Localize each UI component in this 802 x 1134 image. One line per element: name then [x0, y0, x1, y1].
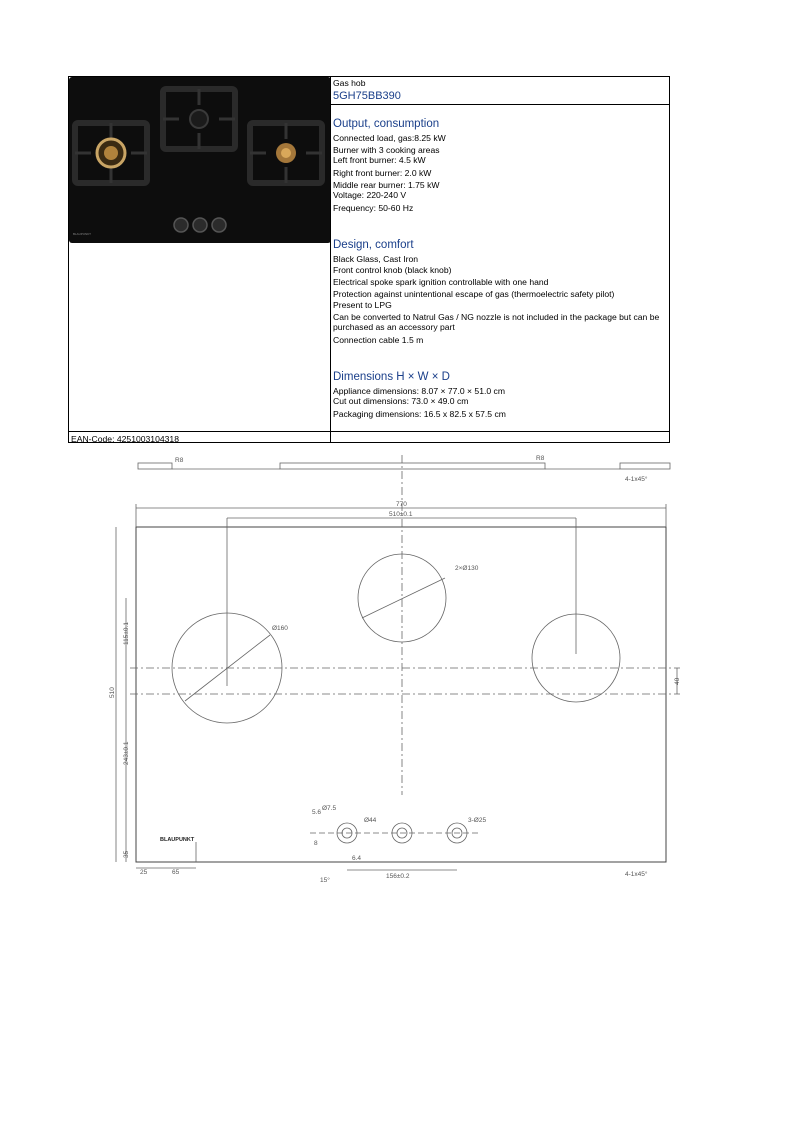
profile-right — [620, 463, 670, 469]
footer-divider — [69, 431, 670, 432]
dimensions-line: Packaging dimensions: 16.5 x 82.5 x 57.5 cm — [333, 409, 506, 419]
design-line: Can be converted to Natrul Gas / NG nozzle is not included in the package but can be purchased as an accessory part — [333, 312, 660, 332]
dim-knob-a: 5.6 — [312, 809, 322, 816]
dim-depth-lower: 243±0.1 — [123, 741, 130, 765]
design-line: Present to LPG — [333, 300, 392, 310]
design-heading: Design, comfort — [333, 239, 414, 251]
dim-depth-top: 115±0.1 — [123, 622, 130, 645]
dim-total-width: 770 — [396, 501, 407, 508]
dim-knob-hole-small: Ø7.5 — [322, 805, 337, 812]
dim-knob-angle: 15° — [320, 877, 330, 884]
output-line: Connected load, gas:8.25 kW — [333, 133, 446, 143]
profile-middle — [280, 463, 545, 469]
dim-chamfer-bottom: 4-1x45° — [625, 871, 648, 878]
output-heading: Output, consumption — [333, 118, 440, 130]
header-divider — [330, 104, 670, 105]
dim-knob-holes: 3-Ø25 — [468, 817, 487, 824]
dim-total-depth: 510 — [109, 687, 116, 698]
dim-r8-left: R8 — [175, 457, 184, 464]
output-line: Voltage: 220-240 V — [333, 190, 407, 200]
design-line: Black Glass, Cast Iron — [333, 254, 419, 264]
dim-r8-right: R8 — [536, 455, 545, 462]
dim-knob-spacing: 156±0.2 — [386, 873, 410, 880]
dim-burner-spacing: 510±0.1 — [389, 511, 413, 518]
dim-middle-cutout: 2×Ø130 — [455, 565, 479, 572]
dim-logo-height: 35 — [123, 850, 130, 858]
design-line: Front control knob (black knob) — [333, 265, 452, 275]
dim-left-cutout: Ø160 — [272, 625, 288, 632]
profile-left — [138, 463, 172, 469]
ean-code: EAN-Code: 4251003104318 — [71, 434, 179, 444]
dim-knob-hole: Ø44 — [364, 817, 377, 824]
product-photo — [69, 77, 331, 432]
dim-knob-c: 8 — [314, 840, 318, 847]
design-line: Electrical spoke spark ignition controllable with one hand — [333, 277, 549, 287]
hob-outline — [136, 527, 666, 862]
column-divider — [330, 77, 331, 443]
product-model: 5GH75BB390 — [333, 90, 401, 102]
design-line: Connection cable 1.5 m — [333, 335, 424, 345]
output-line: Burner with 3 cooking areas — [333, 145, 440, 155]
spec-sheet-table — [68, 76, 670, 443]
dim-logo-left: 25 — [140, 869, 148, 876]
dim-chamfer-top: 4-1x45° — [625, 476, 648, 483]
dim-knob-b: 6.4 — [352, 855, 362, 862]
hob-image — [69, 77, 331, 243]
output-line: Frequency: 50-60 Hz — [333, 203, 414, 213]
dimensions-line: Appliance dimensions: 8.07 × 77.0 × 51.0 cm — [333, 386, 505, 396]
product-category: Gas hob — [333, 78, 366, 88]
photo-brand-mark: BLAUPUNKT — [73, 232, 92, 236]
output-line: Left front burner: 4.5 kW — [333, 155, 426, 165]
technical-drawing — [100, 450, 700, 890]
dim-logo-width: 65 — [172, 869, 180, 876]
output-line: Right front burner: 2.0 kW — [333, 168, 432, 178]
dim-right-offset: 40 — [674, 677, 681, 685]
dimensions-heading: Dimensions H × W × D — [333, 371, 450, 383]
drawing-brand: BLAUPUNKT — [160, 837, 195, 843]
dimensions-line: Cut out dimensions: 73.0 × 49.0 cm — [333, 396, 469, 406]
design-line: Protection against unintentional escape of gas (thermoelectric safety pilot) — [333, 289, 615, 299]
output-line: Middle rear burner: 1.75 kW — [333, 180, 440, 190]
